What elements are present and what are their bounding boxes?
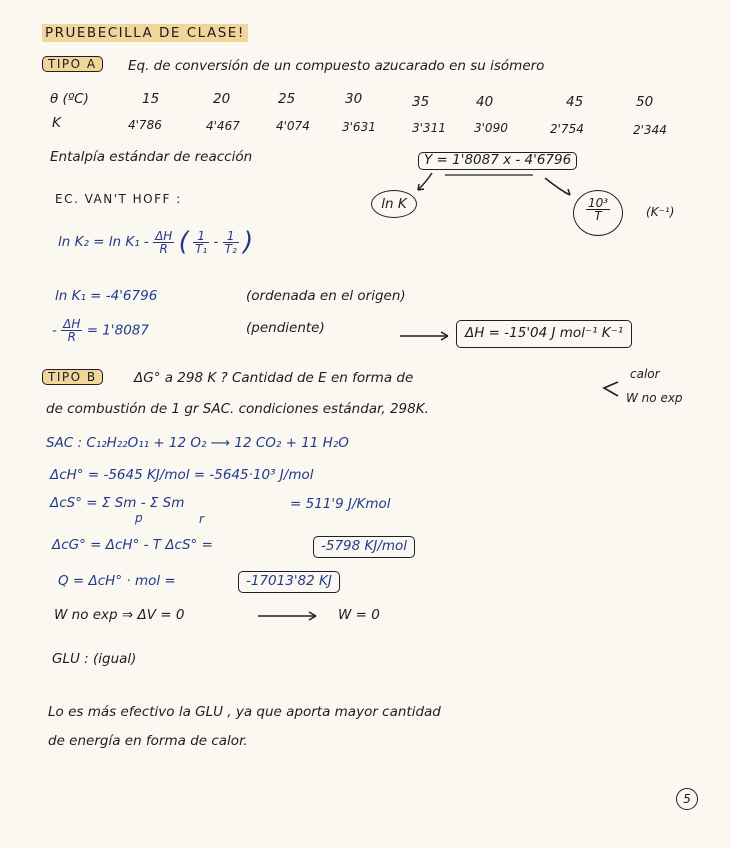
- wnoexp-line: W no exp ⇒ ΔV = 0: [54, 607, 185, 623]
- vanthoff-lhs: ln K₂ = ln K₁ -: [58, 234, 154, 250]
- enthalpy-line: Entalpía estándar de reacción: [50, 149, 253, 165]
- delta-h-result: ΔH = -15'04 J mol⁻¹ K⁻¹: [456, 320, 632, 348]
- vanthoff-equation: ln K₂ = ln K₁ - $\frac{\Delta H}{R}$ ( $\frac{1}{\text{T₁}}$ - $\frac{1}{\text{T₂}}$ ): [58, 227, 254, 257]
- k-value: 2'344: [633, 123, 667, 137]
- page-title: PRUEBECILLA DE CLASE!: [42, 27, 248, 41]
- conclusion-line-1: Lo es más efectivo la GLU , ya que aporta mayor cantidad: [48, 704, 441, 720]
- page-number: 5: [676, 788, 698, 810]
- lnk1-line: ln K₁ = -4'6796: [55, 288, 158, 304]
- delta-c-s-value: = 511'9 J/Kmol: [290, 496, 391, 512]
- k-value: 2'754: [550, 122, 584, 136]
- vanthoff-frac-den: R: [159, 241, 168, 256]
- temp-value: 50: [636, 94, 654, 110]
- dcs-sub-r: r: [199, 512, 204, 526]
- inverse-t-circle: [573, 190, 623, 236]
- tipo-b-line2: de combustión de 1 gr SAC. condiciones estándar, 298K.: [46, 401, 429, 417]
- temp-value: 20: [213, 91, 231, 107]
- temp-value: 35: [412, 94, 430, 110]
- vanthoff-frac-num: ΔH: [155, 228, 173, 243]
- temp-value: 25: [278, 91, 296, 107]
- vanthoff-title: EC. VAN'T HOFF :: [55, 192, 182, 206]
- paren-a-num: 1: [193, 230, 209, 243]
- lnk1-note: (ordenada en el origen): [246, 288, 406, 304]
- inverse-t-denominator: T: [594, 209, 602, 223]
- w-zero: W = 0: [338, 607, 380, 623]
- regression-equation: Y = 1'8087 x - 4'6796: [418, 152, 577, 170]
- delta-c-h: ΔcH° = -5645 KJ/mol = -5645·10³ J/mol: [50, 467, 314, 483]
- paren-a-den: T₁: [195, 241, 208, 256]
- k-value: 4'074: [276, 119, 310, 133]
- k-value: 4'467: [206, 119, 240, 133]
- tipo-a-label: TIPO A: [42, 56, 103, 72]
- inverse-t-unit: (K⁻¹): [646, 205, 675, 219]
- slope-note: (pendiente): [246, 320, 325, 336]
- paren-b-den: T₂: [224, 241, 237, 256]
- tipo-b-line1: ΔG° a 298 K ? Cantidad de E en forma de: [134, 370, 414, 386]
- q-line: Q = ΔcH° · mol =: [58, 573, 176, 589]
- k-value: 3'311: [412, 121, 446, 135]
- slope-line: - $\frac{\Delta H}{R}$ = 1'8087: [52, 317, 149, 344]
- slope-frac-den: R: [67, 330, 76, 344]
- inverse-t-numerator: 10³: [587, 196, 609, 210]
- temp-value: 45: [566, 94, 584, 110]
- slope-value: = 1'8087: [86, 322, 149, 339]
- temp-label: θ (ºC): [50, 91, 89, 107]
- temp-value: 15: [142, 91, 160, 107]
- k-value: 3'090: [474, 121, 508, 135]
- k-value: 3'631: [342, 120, 376, 134]
- dcs-sub-p: p: [135, 511, 143, 525]
- paren-b-num: 1: [223, 230, 239, 243]
- glu-line: GLU : (igual): [52, 651, 137, 667]
- temp-value: 30: [345, 91, 363, 107]
- lnk-circle: ln K: [371, 190, 417, 218]
- delta-c-g: ΔcG° = ΔcH° - T ΔcS° =: [52, 537, 213, 553]
- tipo-b-label: TIPO B: [42, 369, 103, 385]
- branch-calor: calor: [630, 367, 660, 381]
- slope-frac-num: ΔH: [63, 317, 81, 331]
- delta-c-s: ΔcS° = Σ Sm - Σ Sm: [50, 495, 185, 511]
- reaction: SAC : C₁₂H₂₂O₁₁ + 12 O₂ ⟶ 12 CO₂ + 11 H₂O: [46, 435, 349, 451]
- branch-wnoexp: W no exp: [626, 391, 683, 405]
- k-value: 4'786: [128, 118, 162, 132]
- conclusion-line-2: de energía en forma de calor.: [48, 733, 248, 749]
- q-result: -17013'82 KJ: [238, 571, 340, 593]
- temp-value: 40: [476, 94, 494, 110]
- delta-c-g-result: -5798 KJ/mol: [313, 536, 415, 558]
- tipo-a-heading: Eq. de conversión de un compuesto azucarado en su isómero: [128, 58, 545, 74]
- k-label: K: [52, 115, 61, 131]
